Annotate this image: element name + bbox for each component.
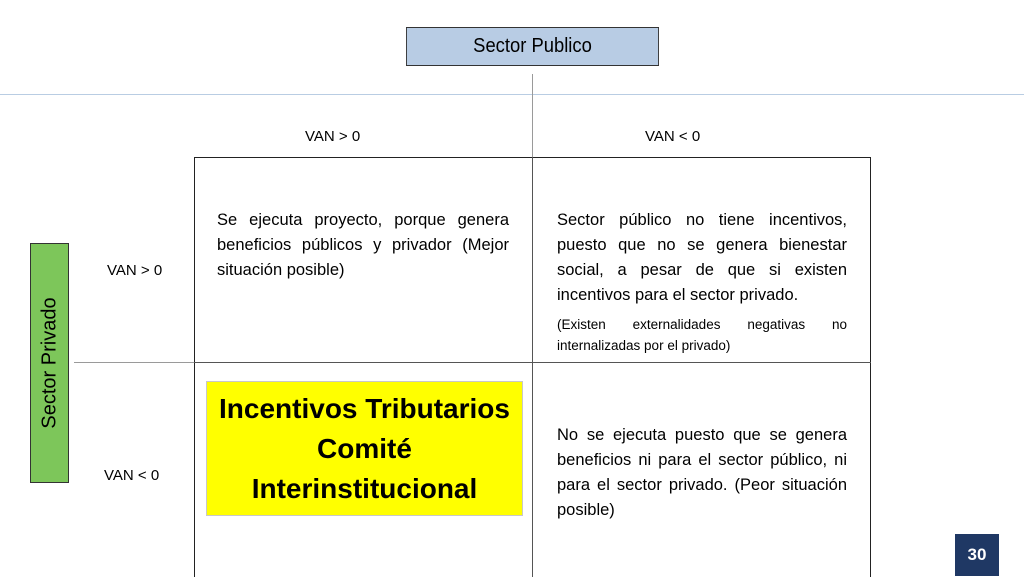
column-label-left: VAN > 0 xyxy=(305,128,361,145)
cell-top-right-text: Sector público no tiene incentivos, puesto que no se genera bienestar social, a pesar de que si existen incentivos para el sector privado. xyxy=(557,211,847,304)
top-divider-line xyxy=(0,94,1024,95)
cell-top-left-text: Se ejecuta proyecto, porque genera beneficios públicos y privador (Mejor situación posible) xyxy=(217,211,509,279)
highlight-line-2: Comité xyxy=(317,432,412,464)
matrix-vertical-divider xyxy=(532,157,533,577)
cell-bottom-right-text: No se ejecuta puesto que se genera beneficios ni para el sector público, ni para el sector privado. (Peor situación posible) xyxy=(557,426,847,519)
column-label-right: VAN < 0 xyxy=(645,128,701,145)
sector-publico-label: Sector Publico xyxy=(473,35,592,57)
sector-privado-label: Sector Privado xyxy=(38,297,60,429)
page-number: 30 xyxy=(967,545,987,564)
highlight-line-1: Incentivos Tributarios xyxy=(219,392,510,424)
row-label-bottom: VAN < 0 xyxy=(104,467,160,484)
highlight-box xyxy=(206,381,523,516)
highlight-line-3: Interinstitucional xyxy=(251,472,478,504)
sector-privado-box xyxy=(30,243,69,483)
cell-top-right-note: (Existen externalidades negativas no internalizadas por el privado) xyxy=(557,317,847,353)
page-number-badge xyxy=(955,534,999,576)
sector-publico-box xyxy=(406,27,659,66)
vertical-axis-line xyxy=(532,74,533,158)
matrix-horizontal-divider xyxy=(194,362,871,363)
horizontal-axis-line xyxy=(74,362,194,363)
row-label-top: VAN > 0 xyxy=(107,262,163,279)
